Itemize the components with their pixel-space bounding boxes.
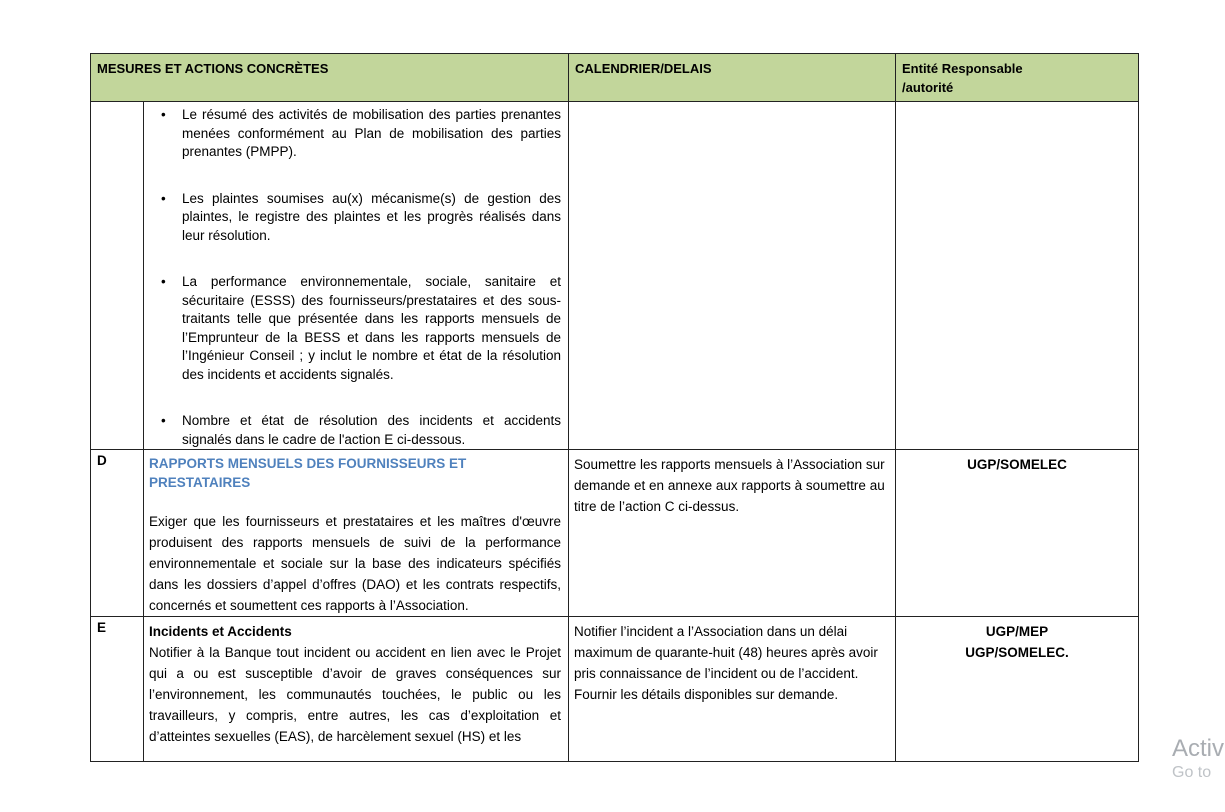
table-row-d [91,450,1139,617]
calendar-cell-e: Notifier l’incident a l’Association dans un délai maximum de quarante-huit (48) heures après avoir pris connaissance de l’incident ou de l’accident. Fournir les détails disponibles sur demande. [569,617,896,762]
row-letter-cell [91,102,144,450]
bullet-text-performance-esss: La performance environnementale, sociale, sanitaire et sécuritaire (ESSS) des fournisseurs/prestataires et des sous-traitants telle que présentée dans les rapports mensuels de l’Emprunteur de la BESS et dans les rapports mensuels de l’Ingénieur Conseil ; y inclut le nombre et état de la résolution des incidents et accidents signalés. [182,274,561,382]
table-row-bullets [91,102,1139,450]
bullet-icon: • [161,190,166,206]
entity-cell-empty [896,102,1139,450]
action-e-body: Notifier à la Banque tout incident ou accident en lien avec le Projet qui a ou est susceptible d’avoir de graves conséquences sur l’environnement, les communautés touchées, le public ou les travailleurs, y compris, entre autres, les cas d’exploitation et d’atteintes sexuelles (EAS), de harcèlement sexuel (HS) et les [149,645,561,744]
entity-cell-e [896,617,1139,762]
bullet-icon: • [161,274,166,289]
header-calendar: CALENDRIER/DELAIS [569,54,896,102]
header-entity [896,54,1139,102]
row-letter-cell: E [91,617,144,762]
action-d-body: Exiger que les fournisseurs et prestataires et les maîtres d'œuvre produisent des rapports mensuels de suivi de la performance environnementale et sociale sur la base des indicateurs spécifiés dans les dossiers d’appel d’offres (DAO) et les contrats respectifs, concernés et soumettent ces rapports à l’Association. [149,514,561,613]
header-entity-line2: /autorité [902,80,954,95]
entity-e-line1: UGP/MEP [985,624,1049,639]
escp-actions-table [90,53,1139,762]
list-item [149,412,561,449]
calendar-cell-d: Soumettre les rapports mensuels à l’Association sur demande et en annexe aux rapports à soumettre au titre de l’action C ci-dessus. [569,450,896,617]
bullet-icon: • [161,107,166,122]
measures-cell-e [144,617,569,762]
table-header-row [91,54,1139,102]
calendar-cell-empty [569,102,896,450]
bullet-text-pmpp: Le résumé des activités de mobilisation des parties prenantes menées conformément au Plan de mobilisation des parties prenantes (PMPP). [182,107,561,159]
action-d-heading: RAPPORTS MENSUELS DES FOURNISSEURS ET PRESTATAIRES [149,456,467,490]
table-row-e [91,617,1139,762]
watermark-goto-text: Go to [1172,764,1212,781]
bullet-icon: • [161,413,166,428]
row-letter-cell: D [91,450,144,617]
list-item [149,273,561,384]
header-measures: MESURES ET ACTIONS CONCRÈTES [91,54,569,102]
list-item [149,106,561,162]
header-entity-line1: Entité Responsable [902,61,1023,76]
watermark-activate-text: Activ [1172,735,1225,762]
action-e-heading: Incidents et Accidents [149,624,292,639]
bullet-text-incidents: Nombre et état de résolution des incidents et accidents signalés dans le cadre de l'action E ci-dessous. [182,413,561,447]
bullet-text-plaintes: Les plaintes soumises au(x) mécanisme(s) de gestion des plaintes, le registre des plaintes et les progrès réalisés dans leur résolution. [182,190,561,243]
measures-cell-bullets [144,102,569,450]
list-item [149,190,561,246]
entity-cell-d: UGP/SOMELEC [896,450,1139,617]
windows-activation-watermark [1172,735,1225,783]
entity-e-line2: UGP/SOMELEC. [965,645,1069,660]
measures-cell-d [144,450,569,617]
